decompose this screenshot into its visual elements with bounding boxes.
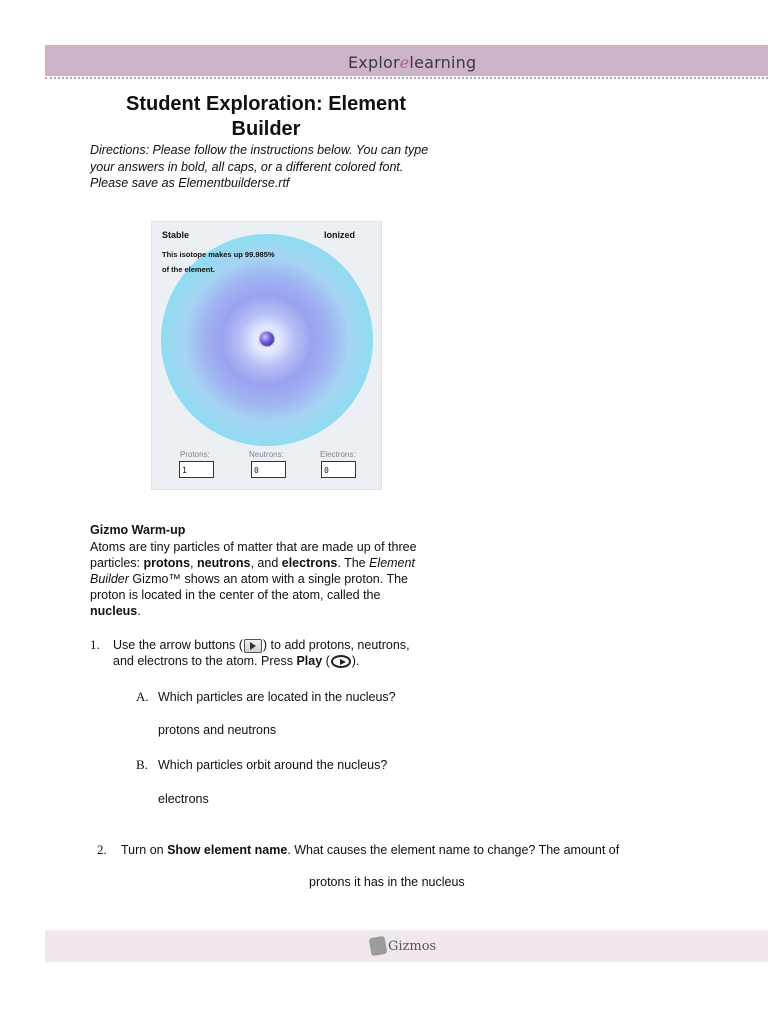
- question-2-text: Turn on Show element name. What causes the element name to change? The amount of: [121, 843, 620, 857]
- header-divider: [45, 77, 768, 79]
- electrons-label: Electrons:: [320, 450, 356, 459]
- question-a-text: Which particles are located in the nucleus?: [158, 690, 396, 704]
- neutrons-label: Neutrons:: [249, 450, 284, 459]
- question-1: 1.: [90, 637, 100, 652]
- warmup-intro: Atoms are tiny particles of matter that are made up of three particles: protons, neutrons, and electrons. The Element Builder Gizmo™ shows an atom with a single proton. The proton is located in the center of the atom, called the nucleus.: [90, 540, 417, 618]
- directions-text: Directions: Please follow the instructions below. You can type your answers in bold, all caps, or a different colored font. Please save as Elementbuilderse.rtf: [90, 143, 429, 190]
- question-a-answer: protons and neutrons: [158, 723, 277, 737]
- question-a-letter: A.: [136, 689, 149, 704]
- nucleus-proton: [260, 332, 274, 346]
- question-b-text: Which particles orbit around the nucleus?: [158, 758, 388, 772]
- stable-label: Stable: [162, 230, 190, 240]
- arrow-button-icon: [244, 639, 262, 653]
- explorelearning-logo: Explorelearning: [348, 53, 477, 72]
- warmup-heading: Gizmo Warm-up: [90, 523, 186, 537]
- isotope-note-line2: of the element.: [162, 265, 215, 274]
- ionized-label: Ionized: [324, 230, 355, 240]
- electrons-field: 0: [321, 461, 356, 478]
- isotope-note: [162, 247, 322, 277]
- gizmos-logo: Gizmos: [370, 937, 436, 955]
- protons-field: 1: [179, 461, 214, 478]
- page-title: Student Exploration: Element Builder: [125, 93, 407, 140]
- footer-band: [45, 930, 768, 962]
- protons-label: Protons:: [180, 450, 210, 459]
- question-2-number: 2.: [97, 842, 107, 857]
- header-band: [45, 45, 768, 76]
- question-1-text: Use the arrow buttons ( ) to add protons, neutrons, and electrons to the atom. Press Play ( ).: [113, 638, 410, 668]
- question-b-letter: B.: [136, 757, 148, 772]
- neutrons-field: 0: [251, 461, 286, 478]
- isotope-note-line1: This isotope makes up 99.985%: [162, 250, 275, 259]
- gizmos-logo-icon: [369, 936, 388, 957]
- play-button-icon: [331, 655, 351, 668]
- question-b-answer: electrons: [158, 792, 209, 806]
- question-2-answer: protons it has in the nucleus: [309, 875, 465, 889]
- gizmo-screenshot: [151, 221, 382, 490]
